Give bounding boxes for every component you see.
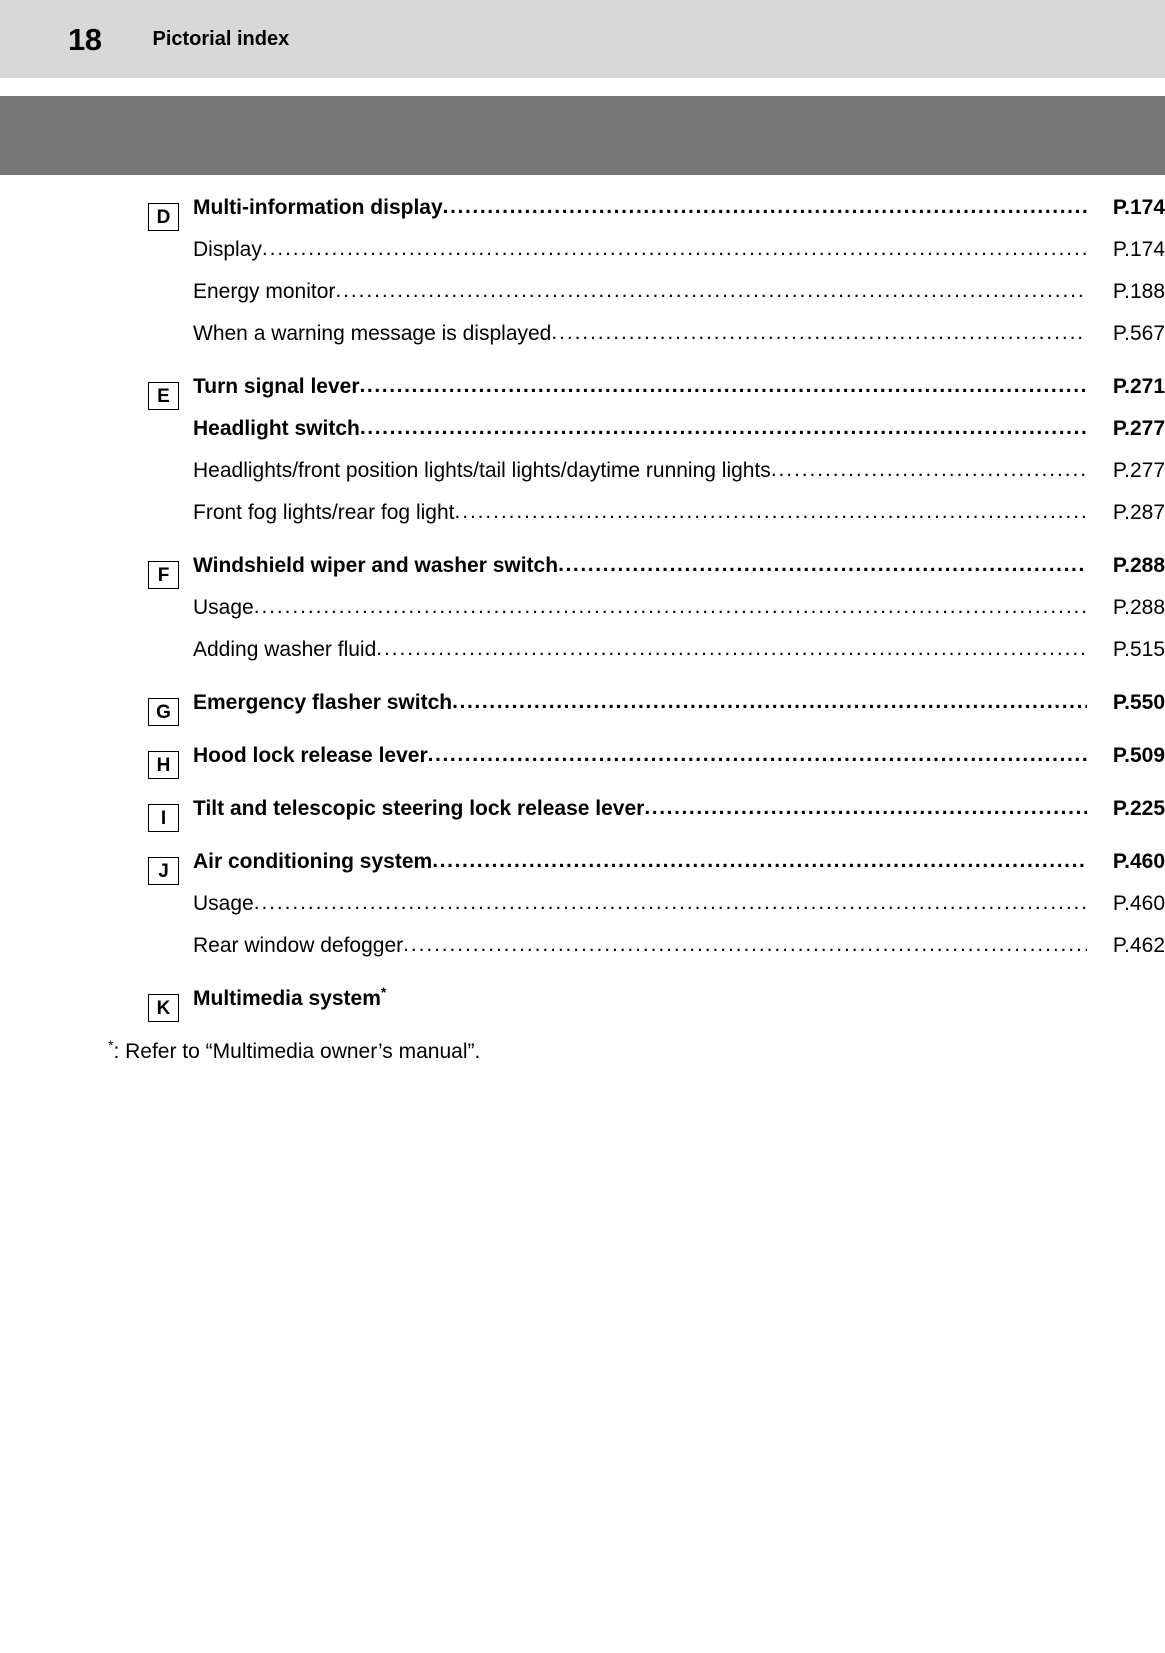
entry-label: [193, 418, 360, 439]
entry-label: [193, 798, 644, 819]
dot-leader: [254, 892, 1087, 913]
entry-label: [193, 281, 335, 302]
dot-leader: [335, 280, 1087, 301]
index-entry[interactable]: [0, 893, 1165, 935]
entry-label-text: Windshield wiper and washer switch: [193, 554, 559, 577]
footnote-marker: *: [108, 1037, 114, 1053]
page-number: 18: [68, 21, 102, 57]
dot-leader: [360, 417, 1087, 438]
entry-page-reference[interactable]: P.550: [1112, 691, 1165, 714]
entry-letter-badge: J: [148, 857, 179, 885]
index-entry[interactable]: [0, 984, 1165, 1030]
dot-leader: [452, 691, 1087, 712]
entry-label-text: Emergency flasher switch: [193, 691, 453, 714]
entry-page-reference[interactable]: P.287: [1112, 501, 1165, 524]
entry-label-text: Display: [193, 238, 262, 261]
entry-page-reference[interactable]: P.277: [1112, 417, 1165, 440]
dot-leader: [360, 375, 1088, 396]
index-entry[interactable]: [0, 798, 1165, 840]
entry-letter-badge: F: [148, 561, 179, 589]
index-entry[interactable]: [0, 745, 1165, 787]
entry-letter-spacer: [148, 899, 179, 927]
entry-letter-spacer: [148, 287, 179, 315]
index-entry[interactable]: [0, 323, 1165, 365]
dot-leader: [771, 459, 1087, 480]
dot-leader: [428, 744, 1087, 765]
entry-label-text: Adding washer fluid: [193, 638, 377, 661]
entry-label: [193, 502, 454, 523]
entry-letter-badge: K: [148, 994, 179, 1022]
dot-leader: [644, 797, 1087, 818]
entry-label: [193, 745, 428, 766]
entry-label: [193, 935, 403, 956]
entry-label-text: Multi-information display: [193, 196, 443, 219]
illustration-band: [0, 96, 1165, 175]
entry-page-reference[interactable]: P.225: [1112, 797, 1165, 820]
entry-label-text: Turn signal lever: [193, 375, 360, 398]
index-entry[interactable]: [0, 555, 1165, 597]
entry-page-reference[interactable]: P.462: [1112, 934, 1165, 957]
dot-leader: [376, 638, 1087, 659]
entry-letter-spacer: [148, 603, 179, 631]
entry-page-reference[interactable]: P.288: [1112, 596, 1165, 619]
entry-label-text: Usage: [193, 596, 254, 619]
dot-leader: [432, 850, 1087, 871]
entry-letter-spacer: [148, 329, 179, 357]
entry-page-reference[interactable]: P.277: [1112, 459, 1165, 482]
entry-letter-spacer: [148, 245, 179, 273]
entry-label-text: Usage: [193, 892, 254, 915]
entry-label: [193, 376, 360, 397]
dot-leader: [558, 554, 1087, 575]
index-entry[interactable]: [0, 376, 1165, 418]
entry-letter-spacer: [148, 508, 179, 536]
entry-label: [193, 851, 432, 872]
entry-label-text: Hood lock release lever: [193, 744, 428, 767]
dot-leader: [262, 238, 1087, 259]
entry-label: [193, 597, 254, 618]
entry-label-text: Energy monitor: [193, 280, 336, 303]
entry-page-reference[interactable]: P.460: [1112, 892, 1165, 915]
entry-label: [193, 639, 376, 660]
index-entry-list: [0, 186, 1165, 1030]
entry-label-text: When a warning message is displayed: [193, 322, 552, 345]
dot-leader: [551, 322, 1087, 343]
page-title: Pictorial index: [152, 28, 290, 50]
index-entry[interactable]: [0, 639, 1165, 681]
index-entry[interactable]: [0, 197, 1165, 239]
entry-letter-spacer: [148, 466, 179, 494]
index-entry[interactable]: [0, 935, 1165, 977]
entry-label: [193, 555, 558, 576]
entry-page-reference[interactable]: P.271: [1112, 375, 1165, 398]
entry-page-reference[interactable]: P.174: [1112, 238, 1165, 261]
entry-page-reference[interactable]: P.188: [1112, 280, 1165, 303]
entry-page-reference[interactable]: P.567: [1112, 322, 1165, 345]
dot-leader: [443, 196, 1087, 217]
footnote-text: : Refer to “Multimedia owner’s manual”.: [113, 1040, 481, 1063]
entry-letter-badge: D: [148, 203, 179, 231]
index-entry[interactable]: [0, 502, 1165, 544]
entry-label: [193, 239, 262, 260]
entry-label: [193, 984, 387, 1010]
entry-label-text: Front fog lights/rear fog light: [193, 501, 455, 524]
entry-letter-badge: E: [148, 382, 179, 410]
entry-label: [193, 692, 452, 713]
entry-label: [193, 460, 771, 481]
entry-footnote-marker: *: [380, 984, 387, 1000]
entry-page-reference[interactable]: P.174: [1112, 196, 1165, 219]
index-entry[interactable]: [0, 281, 1165, 323]
entry-label-text: Rear window defogger: [193, 934, 404, 957]
entry-label-text: Tilt and telescopic steering lock release lever: [193, 797, 645, 820]
entry-label: [193, 893, 254, 914]
dot-leader: [254, 596, 1087, 617]
index-entry[interactable]: [0, 239, 1165, 281]
entry-letter-badge: G: [148, 698, 179, 726]
entry-letter-spacer: [148, 645, 179, 673]
dot-leader: [403, 934, 1087, 955]
entry-page-reference[interactable]: P.288: [1112, 554, 1165, 577]
footnote: [108, 1037, 481, 1063]
index-entry[interactable]: [0, 692, 1165, 734]
entry-letter-spacer: [148, 941, 179, 969]
entry-page-reference[interactable]: P.515: [1112, 638, 1165, 661]
index-entry[interactable]: [0, 851, 1165, 893]
entry-letter-badge: H: [148, 751, 179, 779]
page-header: [0, 0, 1165, 78]
index-entry[interactable]: [0, 418, 1165, 460]
entry-page-reference[interactable]: P.460: [1112, 850, 1165, 873]
entry-label-text: Air conditioning system: [193, 850, 433, 873]
entry-label-text: Multimedia system: [193, 987, 381, 1010]
entry-label: [193, 323, 551, 344]
entry-label-text: Headlights/front position lights/tail lights/daytime running lights: [193, 459, 771, 482]
index-entry[interactable]: [0, 597, 1165, 639]
index-entry[interactable]: [0, 460, 1165, 502]
entry-label-text: Headlight switch: [193, 417, 360, 440]
entry-label: [193, 197, 443, 218]
entry-letter-badge: I: [148, 804, 179, 832]
entry-page-reference[interactable]: P.509: [1112, 744, 1165, 767]
entry-letter-spacer: [148, 424, 179, 452]
dot-leader: [454, 501, 1087, 522]
